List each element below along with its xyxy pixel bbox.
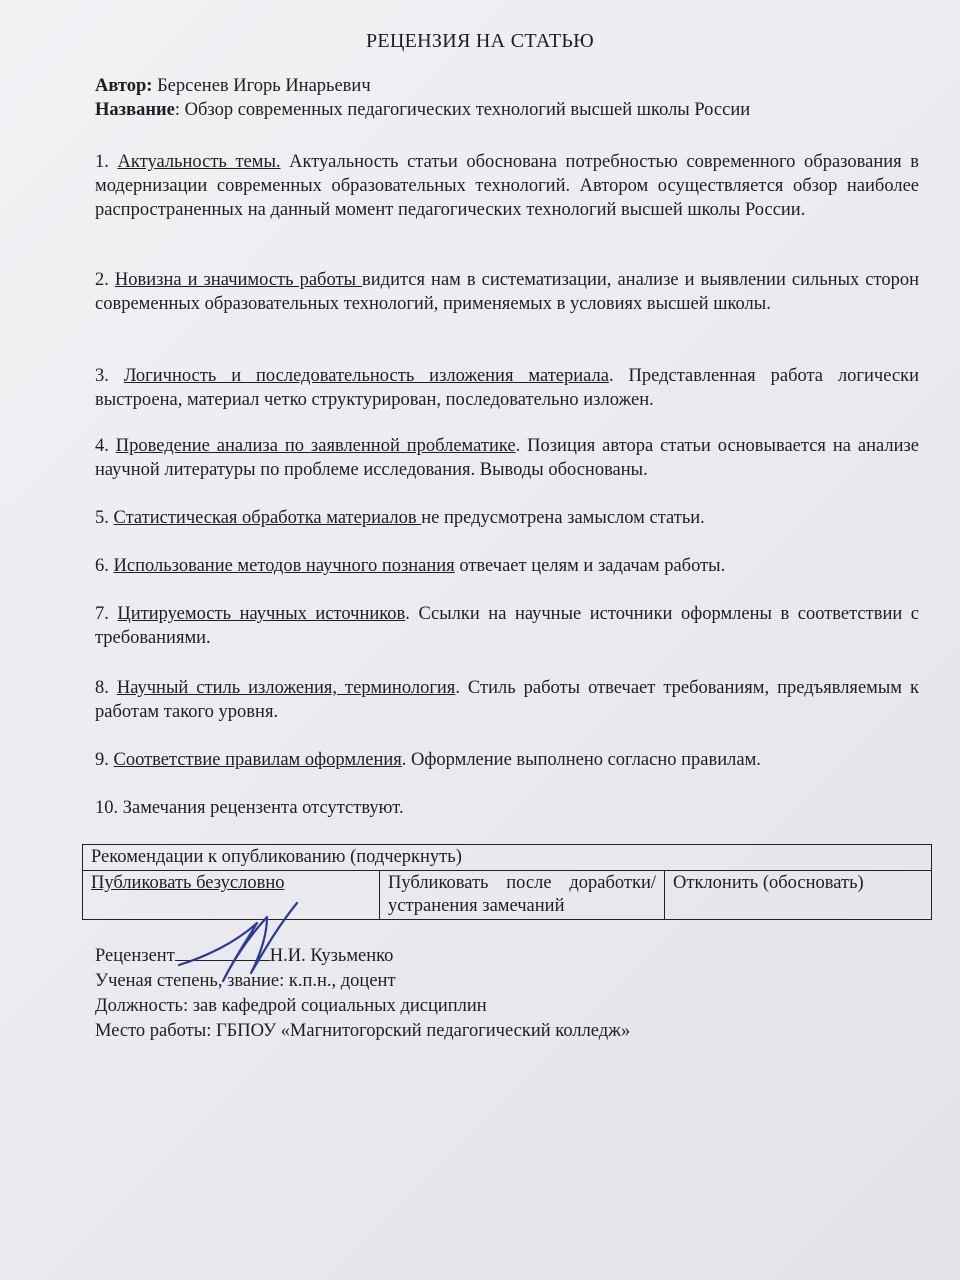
review-item-4: [95, 434, 919, 482]
item-heading: Использование методов научного познания: [113, 556, 455, 576]
item-heading: Соответствие правилам оформления: [113, 750, 402, 770]
item-heading: Актуальность темы.: [117, 152, 281, 172]
reviewer-degree: Ученая степень, звание: к.п.н., доцент: [95, 971, 396, 991]
recommendation-header: Рекомендации к опубликованию (подчеркнуть): [83, 845, 932, 871]
item-heading: Логичность и последовательность изложения материала: [123, 366, 609, 386]
review-item-1: [95, 150, 919, 222]
author-label: Автор:: [95, 76, 153, 96]
reviewer-workplace: Место работы: ГБПОУ «Магнитогорский педагогический колледж»: [95, 1021, 631, 1041]
item-text: . Оформление выполнено согласно правилам.: [401, 750, 761, 770]
item-text: . Представленная работа логически выстроена, материал четко структурирован, последовательно изложен.: [95, 366, 919, 410]
item-text: видится нам в систематизации, анализе и выявлении сильных сторон современных образовательных технологий, применяемых в условиях высшей школы.: [95, 270, 919, 314]
item-text: отвечает целям и задачам работы.: [454, 556, 726, 576]
review-item-10: [95, 796, 919, 820]
review-item-8: [95, 676, 919, 724]
item-text: не предусмотрена замыслом статьи.: [421, 508, 705, 528]
item-heading: Научный стиль изложения, терминология: [116, 678, 456, 698]
reviewer-name: Н.И. Кузьменко: [269, 946, 394, 966]
item-number: 7.: [95, 604, 109, 624]
review-item-7: [95, 602, 919, 650]
item-number: 2.: [95, 270, 109, 290]
item-text: Замечания рецензента отсутствуют.: [118, 798, 404, 818]
item-heading: Цитируемость научных источников: [117, 604, 406, 624]
author-value: Берсенев Игорь Инарьевич: [157, 76, 371, 96]
reviewer-position: Должность: зав кафедрой социальных дисциплин: [95, 996, 487, 1016]
option-reject: Отклонить (обосновать): [665, 871, 932, 920]
author-line: [95, 76, 371, 97]
item-number: 9.: [95, 750, 109, 770]
review-item-2: [95, 268, 919, 316]
review-item-6: [95, 554, 919, 578]
item-number: 4.: [95, 436, 109, 456]
item-number: 5.: [95, 508, 109, 528]
item-heading: Новизна и значимость работы: [114, 270, 363, 290]
item-number: 1.: [95, 152, 109, 172]
option-publish-unconditionally: Публиковать безусловно: [83, 871, 380, 920]
review-item-5: [95, 506, 919, 530]
item-number: 10.: [95, 798, 119, 818]
item-heading: Проведение анализа по заявленной проблематике: [115, 436, 516, 456]
item-heading: Статистическая обработка материалов: [113, 508, 422, 528]
handwritten-signature: [175, 895, 315, 990]
reviewer-label: Рецензент: [95, 946, 175, 966]
item-number: 8.: [95, 678, 109, 698]
document-title: РЕЦЕНЗИЯ НА СТАТЬЮ: [365, 30, 595, 52]
review-item-3: [95, 364, 919, 412]
item-text: . Ссылки на научные источники оформлены в соответствии с требованиями.: [95, 604, 920, 648]
item-number: 6.: [95, 556, 109, 576]
item-text: Актуальность статьи обоснована потребностью современного образования в модернизации современных образовательных технологий. Автором осуществляется обзор наиболее распространенных на данный момент педагогических технологий высшей школы России.: [95, 152, 919, 220]
option-publish-after-revision: Публиковать после доработки/устранения замечаний: [380, 871, 665, 920]
article-name-line: [95, 100, 750, 121]
item-number: 3.: [95, 366, 109, 386]
article-name-value: : Обзор современных педагогических технологий высшей школы России: [174, 100, 751, 120]
article-name-label: Название: [95, 100, 175, 120]
review-item-9: [95, 748, 919, 772]
item-text: . Позиция автора статьи основывается на анализе научной литературы по проблеме исследования. Выводы обоснованы.: [95, 436, 919, 480]
item-text: . Стиль работы отвечает требованиям, предъявляемым к работам такого уровня.: [95, 678, 919, 722]
